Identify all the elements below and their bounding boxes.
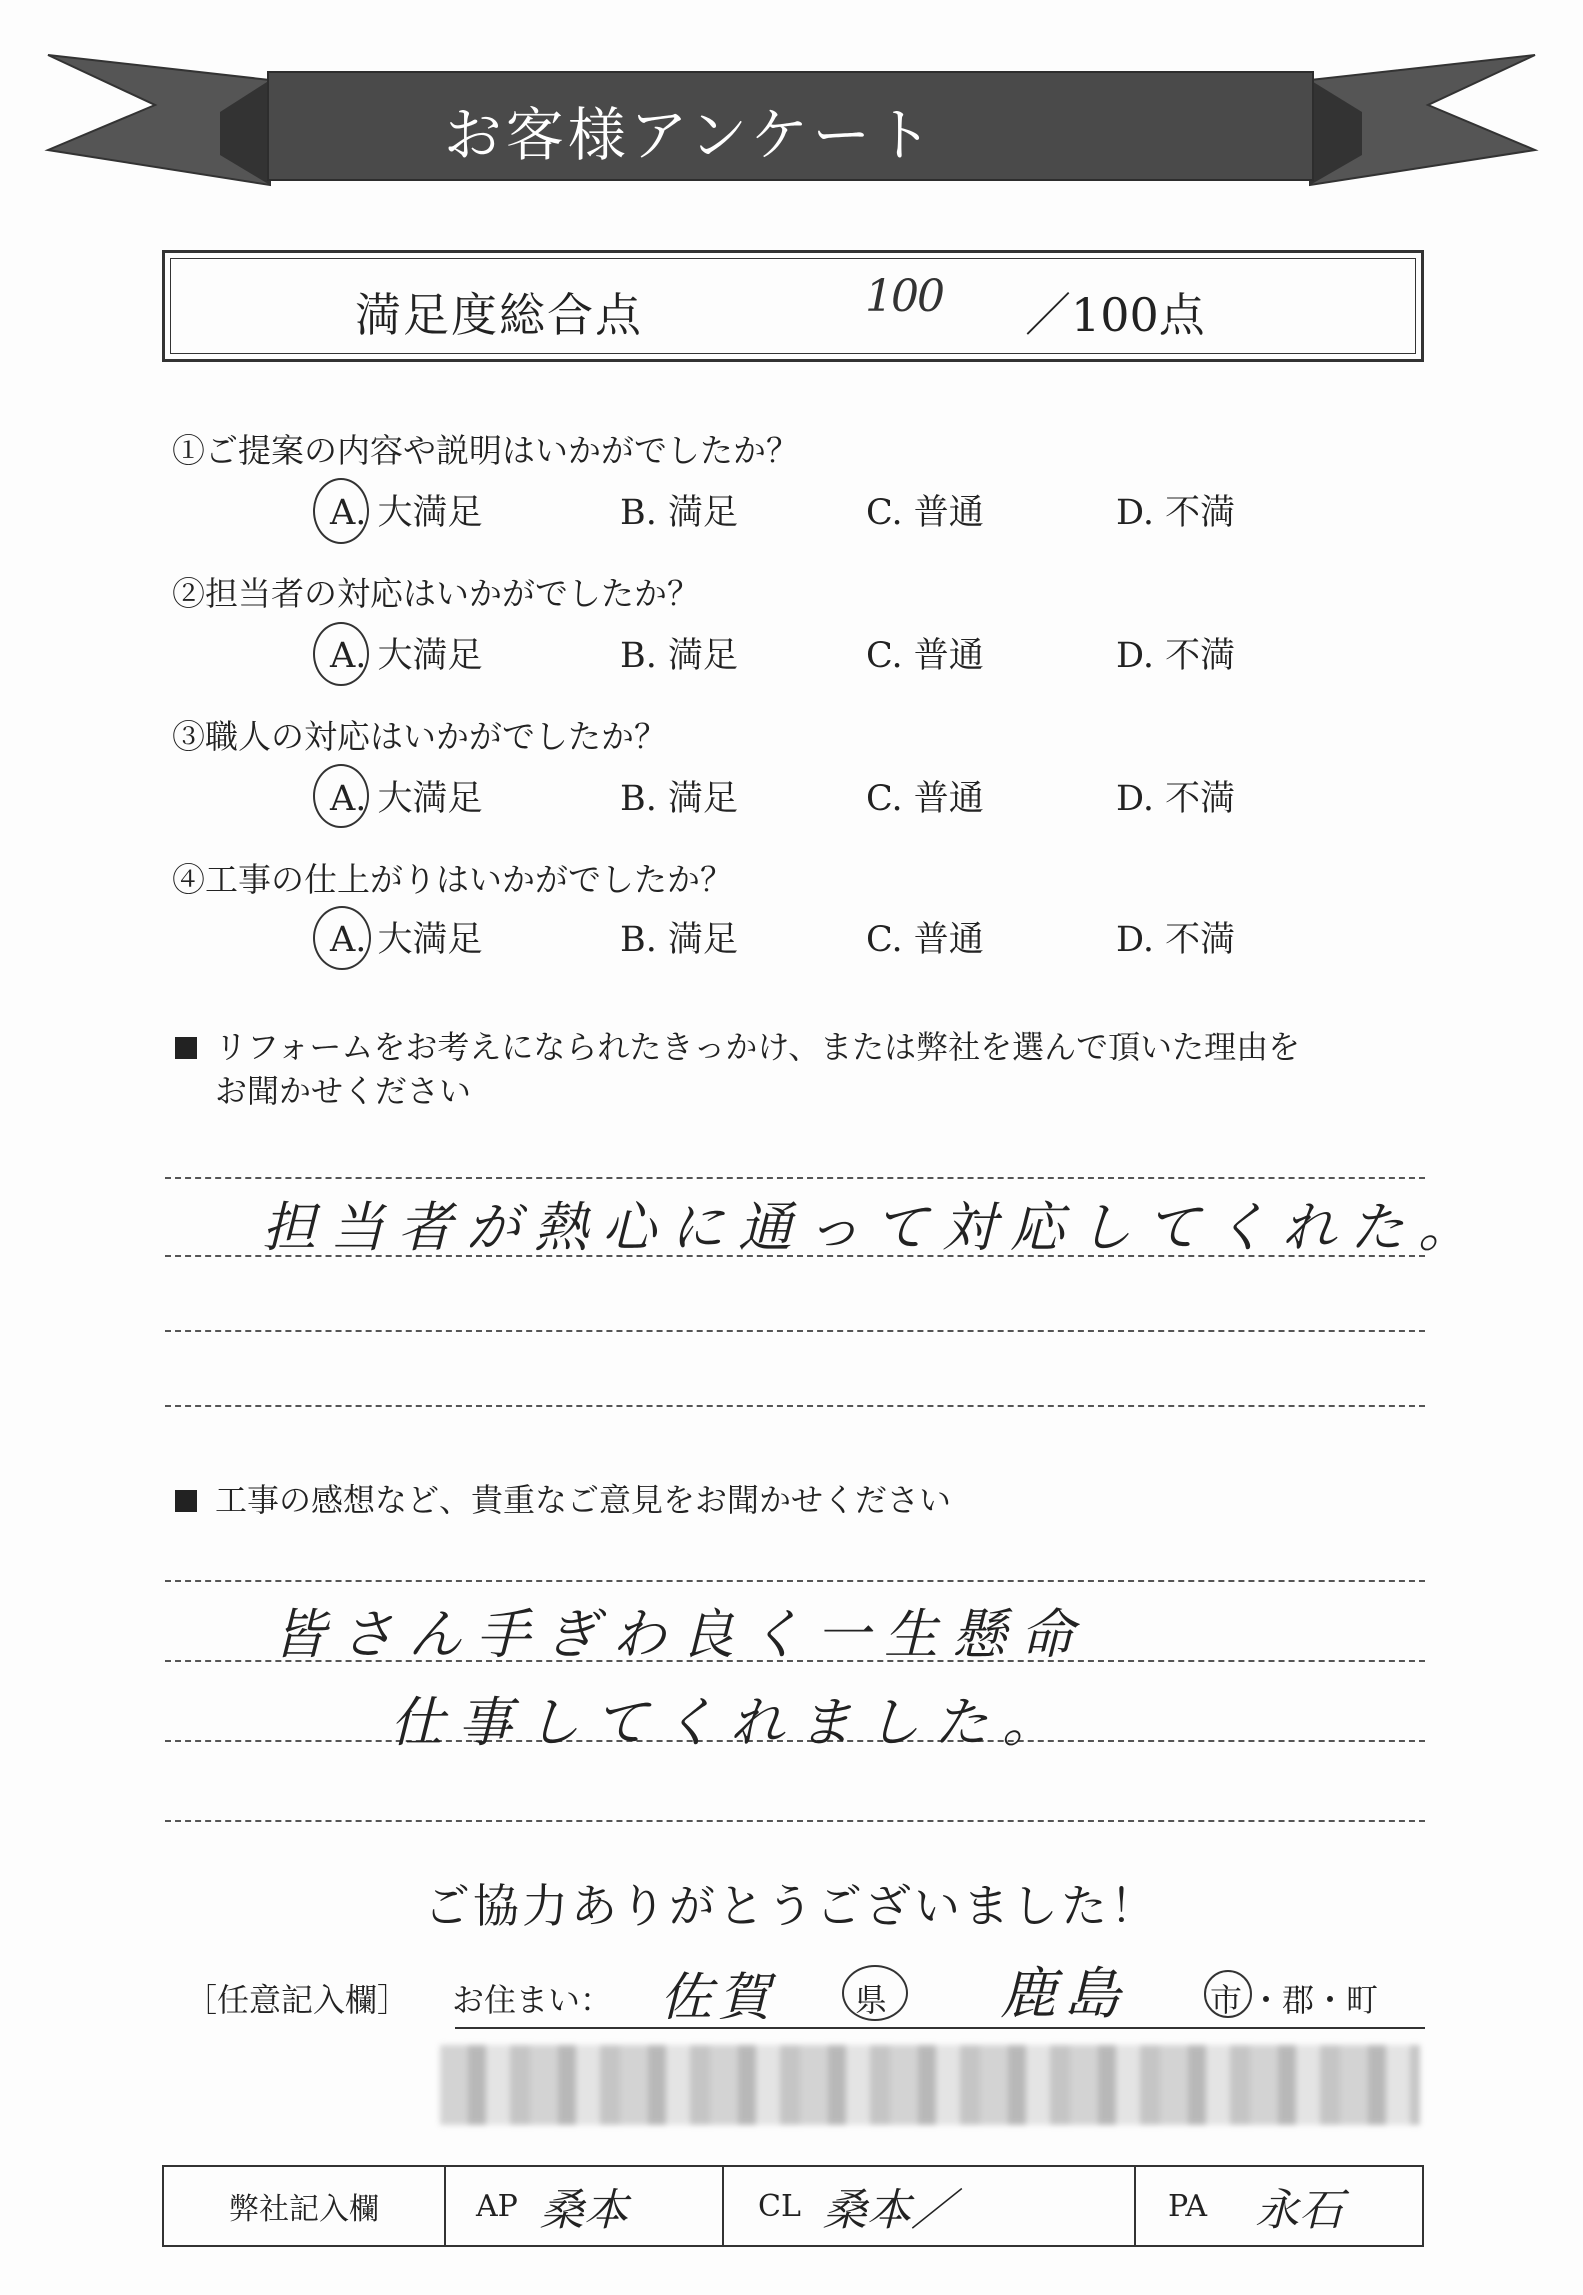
office-label: 弊社記入欄	[229, 2192, 379, 2227]
answer-line	[165, 1330, 1425, 1332]
feedback-heading	[175, 1478, 1435, 1522]
ap-value[interactable]: 桑本	[539, 2185, 628, 2236]
other-suffix: ・郡・町	[1250, 1981, 1379, 2019]
q1-option-c[interactable]: C. 普通	[866, 493, 984, 533]
feedback-answer-line1[interactable]: 皆さん手ぎわ良く一生懸命	[272, 1603, 1088, 1666]
ap-label: AP	[476, 2188, 518, 2224]
answer-line	[165, 1405, 1425, 1407]
q4-option-b[interactable]: B. 満足	[620, 920, 738, 960]
q4-option-a-label: 大満足	[377, 920, 483, 960]
ap-cell[interactable]	[446, 2167, 724, 2245]
square-bullet-icon	[175, 1490, 197, 1512]
reason-heading	[175, 1025, 1435, 1113]
q2-option-d[interactable]: D. 不満	[1116, 636, 1236, 676]
address-label: お住まい：	[452, 1981, 613, 2019]
cl-cell[interactable]	[724, 2167, 1136, 2245]
feedback-heading-text: 工事の感想など、貴重なご意見をお聞かせください	[215, 1481, 952, 1519]
score-value[interactable]: 100	[865, 271, 943, 322]
q4-option-d[interactable]: D. 不満	[1116, 920, 1236, 960]
prefecture-suffix: 県	[855, 1981, 888, 2019]
q2-option-a-letter: A.	[330, 636, 367, 676]
question-3: ③職人の対応はいかがでしたか？	[172, 717, 667, 756]
reason-answer[interactable]: 担当者が熱心に通って対応してくれた。	[262, 1196, 1486, 1259]
q3-option-a-letter: A.	[330, 779, 367, 819]
question-1: ①ご提案の内容や説明はいかがでしたか？	[172, 431, 799, 470]
q2-option-c[interactable]: C. 普通	[866, 636, 984, 676]
page-title: お客様アンケート	[443, 101, 937, 169]
city-circle	[1204, 1970, 1252, 2018]
pa-cell[interactable]	[1136, 2167, 1422, 2245]
q1-option-b[interactable]: B. 満足	[620, 493, 738, 533]
q4-option-a-letter: A.	[330, 920, 367, 960]
answer-line	[165, 1820, 1425, 1822]
prefecture-value[interactable]: 佐賀	[660, 1968, 777, 2028]
q3-option-d[interactable]: D. 不満	[1116, 779, 1236, 819]
q1-option-a-label: 大満足	[377, 493, 483, 533]
q3-option-a-label: 大満足	[377, 779, 483, 819]
q3-option-b[interactable]: B. 満足	[620, 779, 738, 819]
q1-option-d[interactable]: D. 不満	[1116, 493, 1236, 533]
redacted-address	[440, 2045, 1420, 2125]
q2-option-b[interactable]: B. 満足	[620, 636, 738, 676]
question-4: ④工事の仕上がりはいかがでしたか？	[172, 860, 733, 899]
q4-option-c[interactable]: C. 普通	[866, 920, 984, 960]
q3-selected-circle	[313, 764, 369, 828]
satisfaction-score-box	[162, 250, 1424, 362]
score-label: 満足度総合点	[355, 288, 643, 342]
pa-label: PA	[1168, 2188, 1208, 2224]
q4-selected-circle	[313, 906, 371, 970]
q2-option-a-label: 大満足	[377, 636, 483, 676]
prefecture-circle	[842, 1965, 908, 2021]
city-suffix: 市	[1210, 1981, 1243, 2019]
q1-selected-circle	[313, 478, 369, 544]
square-bullet-icon	[175, 1037, 197, 1059]
feedback-answer-line2[interactable]: 仕事してくれました。	[390, 1691, 1070, 1754]
address-underline	[455, 2027, 1425, 2029]
reason-heading-line2: お聞かせください	[215, 1072, 472, 1110]
pa-value[interactable]: 永石	[1255, 2185, 1344, 2236]
q3-option-c[interactable]: C. 普通	[866, 779, 984, 819]
reason-heading-line1: リフォームをお考えになられたきっかけ、または弊社を選んで頂いた理由を	[215, 1028, 1301, 1066]
thanks-message: ご協力ありがとうございました！	[424, 1879, 1159, 1933]
score-max: ／100点	[1025, 288, 1205, 342]
question-2: ②担当者の対応はいかがでしたか？	[172, 574, 700, 613]
answer-line	[165, 1177, 1425, 1179]
q1-option-a-letter: A.	[330, 493, 367, 533]
office-label-cell	[164, 2167, 446, 2245]
q2-selected-circle	[313, 622, 369, 686]
optional-label: ［任意記入欄］	[185, 1981, 410, 2019]
answer-line	[165, 1580, 1425, 1582]
cl-value[interactable]: 桑本／	[822, 2185, 955, 2236]
office-use-table	[162, 2165, 1424, 2247]
cl-label: CL	[758, 2188, 801, 2224]
city-value[interactable]: 鹿島	[1000, 1962, 1128, 2027]
